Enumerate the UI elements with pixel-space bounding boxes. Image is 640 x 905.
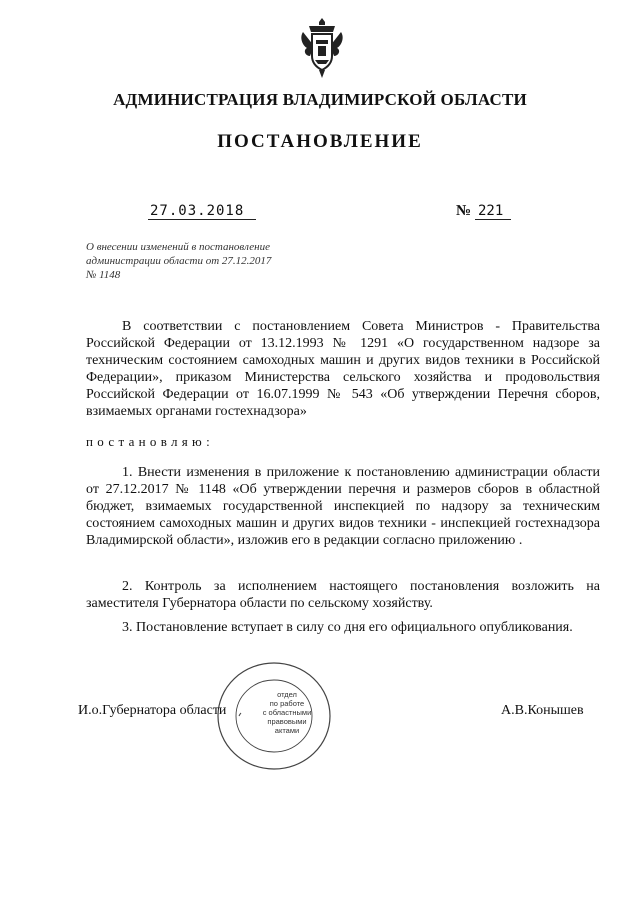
subject-line: администрации области от 27.12.2017 [86,255,272,267]
signatory-name: А.В.Конышев [501,703,584,718]
document-type: ПОСТАНОВЛЕНИЕ [217,131,423,152]
document-number: 221 [478,203,504,219]
stamp-line: актами [274,726,300,735]
signatory-title: И.о.Губернатора области [78,703,227,718]
stamp-line: по работе [269,699,305,708]
document-subject [86,240,316,282]
date-underline [148,219,256,220]
stamp-line: отдел [277,690,297,699]
organization-name: АДМИНИСТРАЦИЯ ВЛАДИМИРСКОЙ ОБЛАСТИ [113,90,527,109]
item-paragraph-1: 1. Внести изменения в приложение к постановлению администрации области от 27.12.2017 № 1148 «Об утверждении перечня и размеров сборов в областной бюджет, взимаемых государственной инспекцией по надзору за техническим состоянием самоходных машин и других видов техники - инспекцией гостехнадзора Владимирской области», изложив его в редакции согласно приложению . [86,465,600,548]
decree-word: постановляю: [86,434,214,449]
coat-of-arms-icon [299,16,345,80]
preamble-paragraph: В соответствии с постановлением Совета Министров - Правительства Российской Федерации от 13.12.1993 № 1291 «О государственном надзоре за техническим состоянием самоходных машин и других видов техники в Российской Федерации», приказом Министерства сельского хозяйства и продовольствия Российской Федерации от 16.07.1999 № 543 «Об утверждении Перечня сборов, взимаемых органами гостехнадзора» [86,319,600,419]
stamp-text [257,690,317,735]
stamp-line: с областными [262,708,312,717]
subject-line: № 1148 [86,269,121,281]
document-date: 27.03.2018 [150,203,245,219]
number-underline [475,219,511,220]
item-paragraph-3: 3. Постановление вступает в силу со дня его официального опубликования. [122,620,573,635]
subject-line: О внесении изменений в постановление [86,241,270,253]
item-paragraph-2: 2. Контроль за исполнением настоящего постановления возложить на заместителя Губернатора области по сельскому хозяйству. [86,579,600,611]
number-label: № [456,203,472,219]
stamp-line: правовыми [267,717,307,726]
